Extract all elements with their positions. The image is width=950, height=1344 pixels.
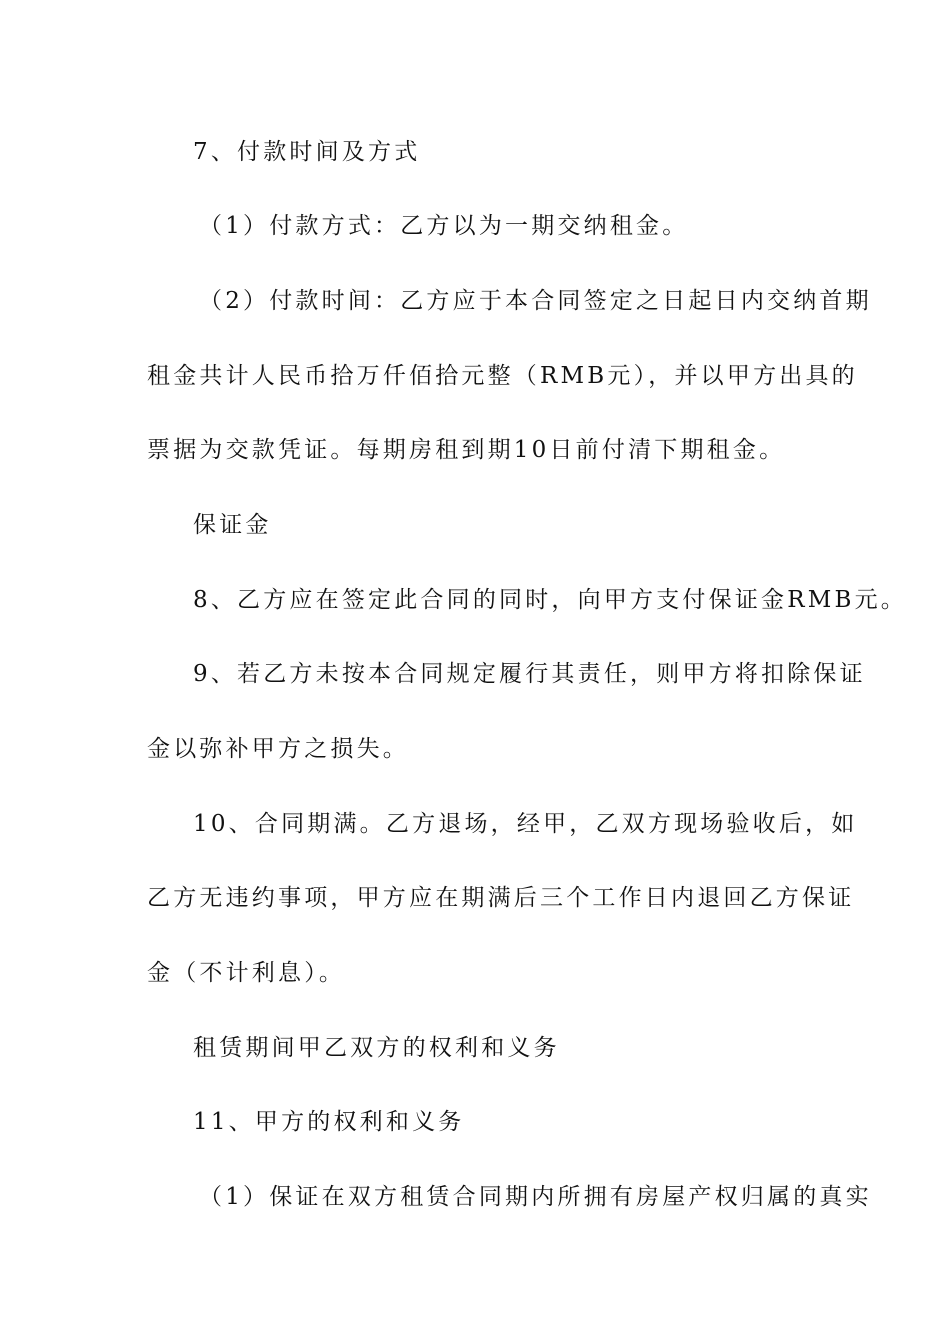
section-heading-lessor: 11、甲方的权利和义务 bbox=[193, 1109, 465, 1135]
paragraph-line: 9、若乙方未按本合同规定履行其责任，则甲方将扣除保证 bbox=[193, 661, 866, 687]
paragraph-line: （1）保证在双方租赁合同期内所拥有房屋产权归属的真实 bbox=[199, 1184, 872, 1210]
paragraph-line: 票据为交款凭证。每期房租到期10日前付清下期租金。 bbox=[147, 437, 786, 463]
section-heading-deposit: 保证金 bbox=[193, 512, 272, 538]
paragraph-line: 乙方无违约事项，甲方应在期满后三个工作日内退回乙方保证 bbox=[147, 885, 855, 911]
section-heading-payment: 7、付款时间及方式 bbox=[193, 139, 421, 165]
paragraph-line: 租金共计人民币拾万仟佰拾元整（RMB元），并以甲方出具的 bbox=[147, 363, 858, 389]
paragraph-line: 金（不计利息）。 bbox=[147, 960, 346, 986]
paragraph-line: （2）付款时间：乙方应于本合同签定之日起日内交纳首期 bbox=[199, 288, 872, 314]
paragraph-line: 8、乙方应在签定此合同的同时，向甲方支付保证金RMB元。 bbox=[193, 587, 908, 613]
section-heading-rights: 租赁期间甲乙双方的权利和义务 bbox=[193, 1035, 560, 1061]
paragraph-line: 10、合同期满。乙方退场，经甲，乙双方现场验收后，如 bbox=[193, 811, 858, 837]
paragraph-line: （1）付款方式：乙方以为一期交纳租金。 bbox=[199, 213, 689, 239]
paragraph-line: 金以弥补甲方之损失。 bbox=[147, 736, 409, 762]
